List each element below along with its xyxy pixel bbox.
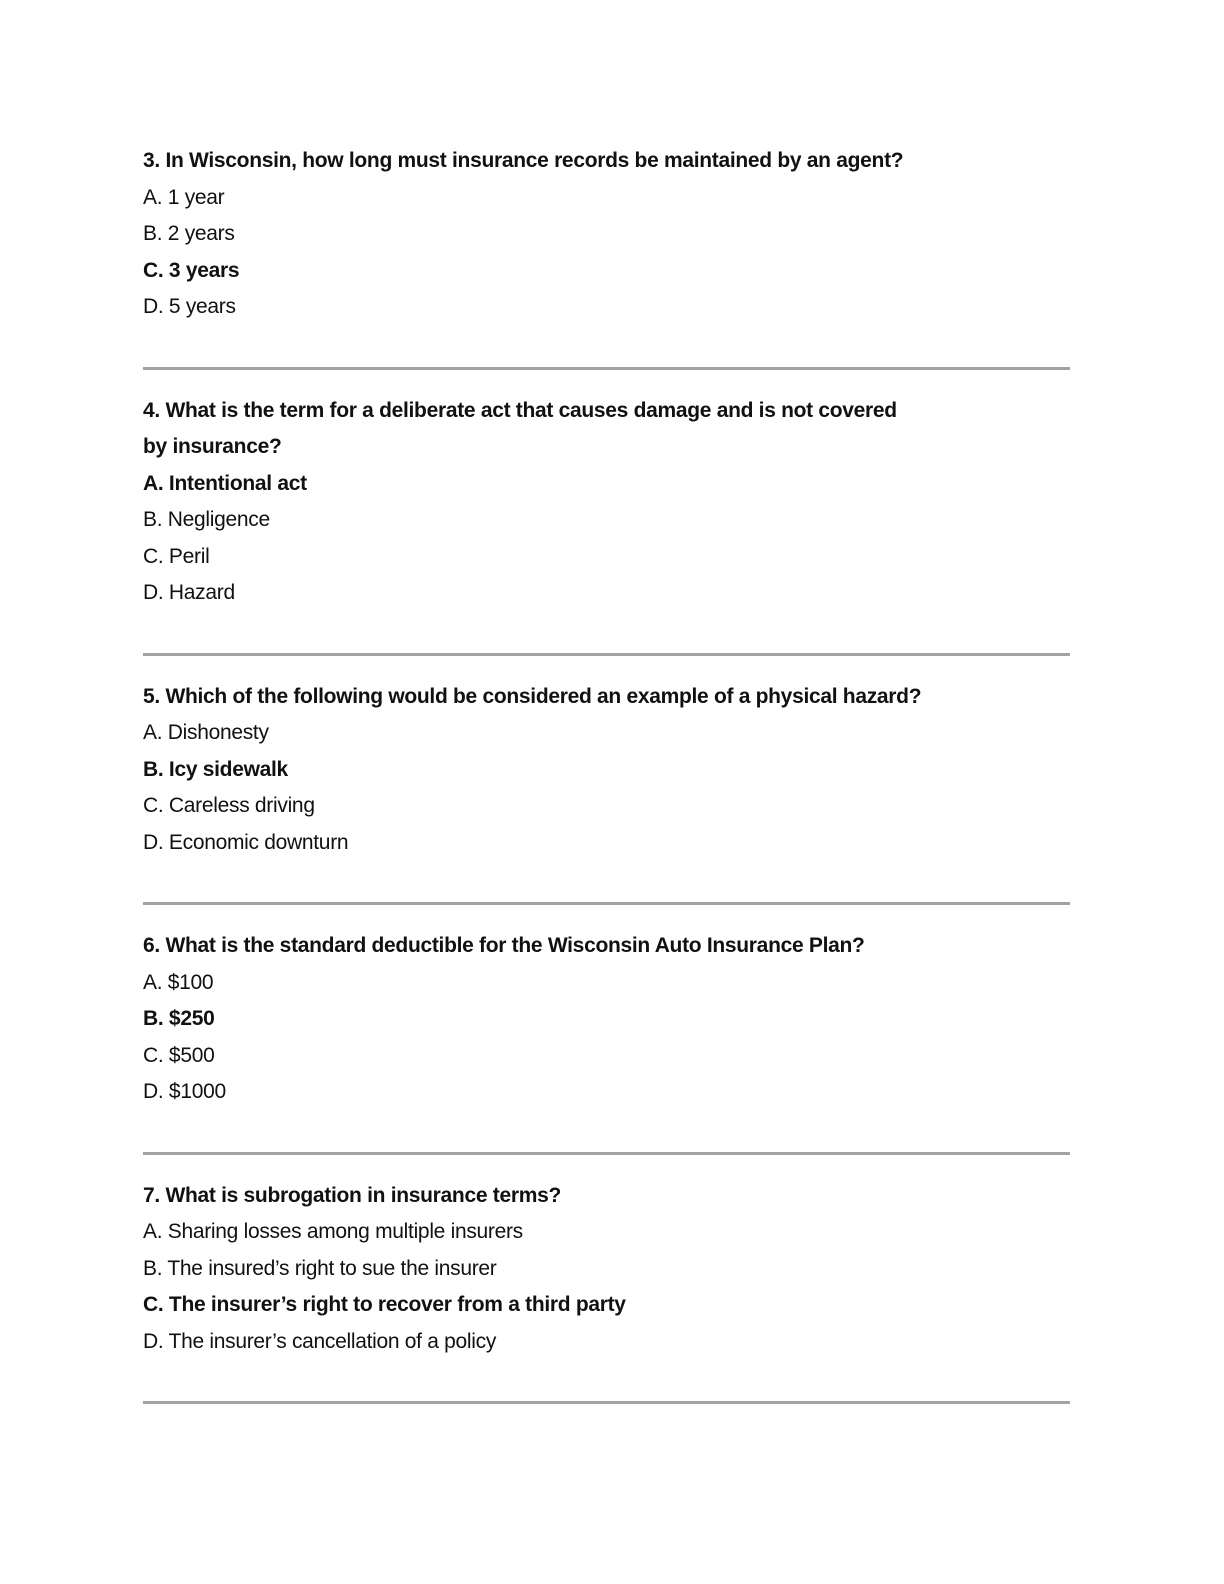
answer-option: C. Peril	[143, 544, 210, 568]
answer-option: D. Economic downturn	[143, 830, 349, 854]
answer-option: D. $1000	[143, 1080, 226, 1103]
answer-option: A. $100	[143, 970, 214, 994]
question-block	[143, 393, 1070, 656]
question-text: 5. Which of the following would be considered an example of a physical hazard?	[143, 684, 922, 708]
answer-option: B. 2 years	[143, 222, 235, 245]
divider	[143, 1401, 1070, 1404]
answer-option: B. The insured’s right to sue the insurer	[143, 1256, 497, 1280]
divider	[143, 367, 1070, 370]
question-block	[143, 928, 1070, 1155]
question-text: 4. What is the term for a deliberate act that causes damage and is not covered	[143, 398, 897, 422]
answer-option-correct: B. $250	[143, 1007, 215, 1030]
answer-option: D. Hazard	[143, 581, 235, 604]
answer-option-correct: A. Intentional act	[143, 471, 307, 495]
question-text: 6. What is the standard deductible for the Wisconsin Auto Insurance Plan?	[143, 934, 865, 957]
answer-option: C. $500	[143, 1043, 215, 1067]
answer-option: A. Sharing losses among multiple insurers	[143, 1220, 523, 1243]
divider	[143, 653, 1070, 656]
quiz-page	[143, 143, 1070, 1427]
answer-option: D. The insurer’s cancellation of a policy	[143, 1329, 497, 1353]
answer-option: A. Dishonesty	[143, 721, 269, 744]
answer-option-correct: B. Icy sidewalk	[143, 757, 288, 781]
question-block	[143, 143, 1070, 370]
question-text: 7. What is subrogation in insurance terms?	[143, 1183, 561, 1207]
answer-option-correct: C. The insurer’s right to recover from a third party	[143, 1293, 626, 1316]
question-text: by insurance?	[143, 435, 282, 458]
question-block	[143, 1178, 1070, 1405]
question-block	[143, 679, 1070, 906]
answer-option: A. 1 year	[143, 185, 225, 209]
answer-option: C. Careless driving	[143, 794, 315, 817]
answer-option-correct: C. 3 years	[143, 258, 240, 282]
divider	[143, 1152, 1070, 1155]
divider	[143, 902, 1070, 905]
answer-option: B. Negligence	[143, 508, 270, 531]
question-text: 3. In Wisconsin, how long must insurance records be maintained by an agent?	[143, 149, 904, 172]
answer-option: D. 5 years	[143, 295, 236, 318]
